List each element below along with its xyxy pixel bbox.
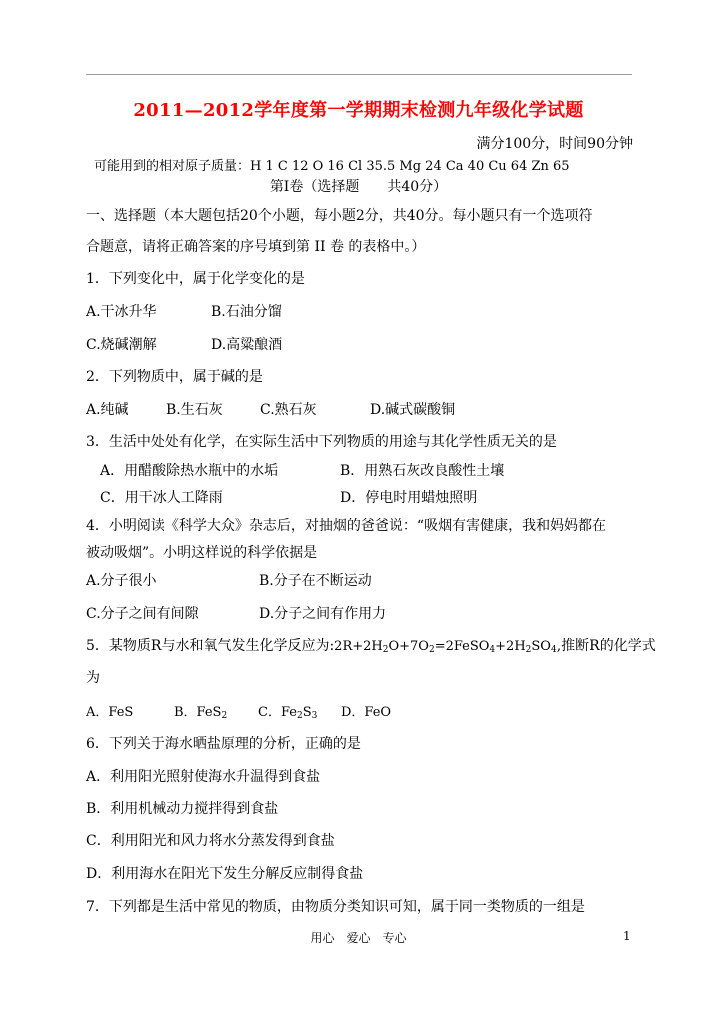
question-4-option-a: A.分子很小 (86, 573, 157, 589)
question-6-option-d: D．利用海水在阳光下发生分解反应制得食盐 (86, 866, 364, 882)
question-6-option-c: C．利用阳光和风力将水分蒸发得到食盐 (86, 833, 335, 849)
question-7-stem: 7．下列都是生活中常见的物质，由物质分类知识可知，属于同一类物质的一组是 (86, 899, 585, 915)
question-4-option-b: B.分子在不断运动 (259, 573, 372, 589)
question-4-option-d: D.分子之间有作用力 (259, 606, 387, 622)
question-2-option-c: C.熟石灰 (260, 402, 317, 418)
eq-part: 2R+2H (334, 639, 383, 654)
question-3-option-a: A．用醋酸除热水瓶中的水垢 (100, 463, 279, 479)
formula-part: C．Fe (258, 705, 297, 720)
section-one-intro-line1: 一、选择题（本大题包括20个小题，每小题2分，共40分。每小题只有一个选项符 (86, 208, 593, 224)
question-5-equation (334, 639, 557, 654)
header-rule (86, 74, 632, 75)
question-6-stem: 6．下列关于海水晒盐原理的分析，正确的是 (86, 736, 361, 752)
question-3-option-c: C．用干冰人工降雨 (100, 490, 223, 506)
question-2-option-a: A.纯碱 (86, 402, 129, 418)
formula-sub: 2 (221, 711, 228, 721)
eq-sub: 2 (428, 645, 435, 655)
volume-one-heading: 第Ⅰ卷（选择题 共40分） (269, 179, 448, 195)
formula-sub: 2 (296, 711, 303, 721)
score-time-line: 满分100分，时间90分钟 (476, 136, 633, 152)
atomic-masses-line: 可能用到的相对原子质量：H 1 C 12 O 16 Cl 35.5 Mg 24 Ca 40 Cu 64 Zn 65 (94, 159, 570, 174)
question-1-stem: 1．下列变化中，属于化学变化的是 (86, 271, 305, 287)
question-3-option-b: B．用熟石灰改良酸性土壤 (340, 463, 505, 479)
question-6-option-a: A．利用阳光照射使海水升温得到食盐 (86, 769, 321, 785)
question-2-option-d: D.碱式碳酸铜 (370, 402, 456, 418)
question-1-option-c: C.烧碱潮解 (86, 337, 157, 353)
question-5-option-d: D．FeO (341, 705, 392, 720)
exam-title: 2011—2012学年度第一学期期末检测九年级化学试题 (133, 100, 584, 121)
question-5-stem-prefix: 5．某物质R与水和氧气发生化学反应为: (86, 638, 335, 654)
question-4-stem-line1: 4．小明阅读《科学大众》杂志后，对抽烟的爸爸说：“吸烟有害健康，我和妈妈都在 (86, 518, 607, 534)
question-4-stem-line2: 被动吸烟”。小明这样说的科学依据是 (86, 545, 318, 561)
eq-part: +2H (495, 639, 526, 654)
question-4-option-c: C.分子之间有间隙 (86, 606, 199, 622)
formula-part: B．FeS (174, 705, 222, 720)
question-5-option-b (174, 701, 227, 720)
question-5-stem-line2: 为 (86, 670, 100, 686)
question-5-option-a: A．FeS (86, 705, 134, 720)
eq-part: O+7O (388, 639, 429, 654)
eq-part: SO (531, 639, 551, 654)
question-3-option-d: D．停电时用蜡烛照明 (340, 490, 478, 506)
question-1-option-b: B.石油分馏 (211, 304, 282, 320)
question-1-option-d: D.高粱酿酒 (211, 337, 283, 353)
question-6-option-b: B．利用机械动力搅拌得到食盐 (86, 801, 279, 817)
question-2-stem: 2．下列物质中，属于碱的是 (86, 369, 263, 385)
question-1-option-a: A.干冰升华 (86, 304, 157, 320)
eq-sub: 2 (525, 645, 532, 655)
eq-sub: 2 (382, 645, 389, 655)
question-5-stem-line1 (86, 635, 656, 655)
page-number: 1 (623, 929, 631, 943)
footer-motto: 用心 爱心 专心 (310, 931, 407, 945)
eq-sub: 4 (489, 645, 496, 655)
question-5-stem-suffix: ,推断R的化学式 (556, 638, 656, 654)
section-one-intro-line2: 合题意，请将正确答案的序号填到第 II 卷 的表格中。） (86, 239, 426, 255)
formula-sub: 3 (311, 711, 318, 721)
question-2-option-b: B.生石灰 (166, 402, 223, 418)
formula-part: S (302, 705, 312, 720)
question-3-stem: 3．生活中处处有化学，在实际生活中下列物质的用途与其化学性质无关的是 (86, 434, 557, 450)
eq-sub: 4 (550, 645, 557, 655)
eq-part: =2FeSO (434, 639, 490, 654)
question-5-option-c (258, 701, 317, 720)
